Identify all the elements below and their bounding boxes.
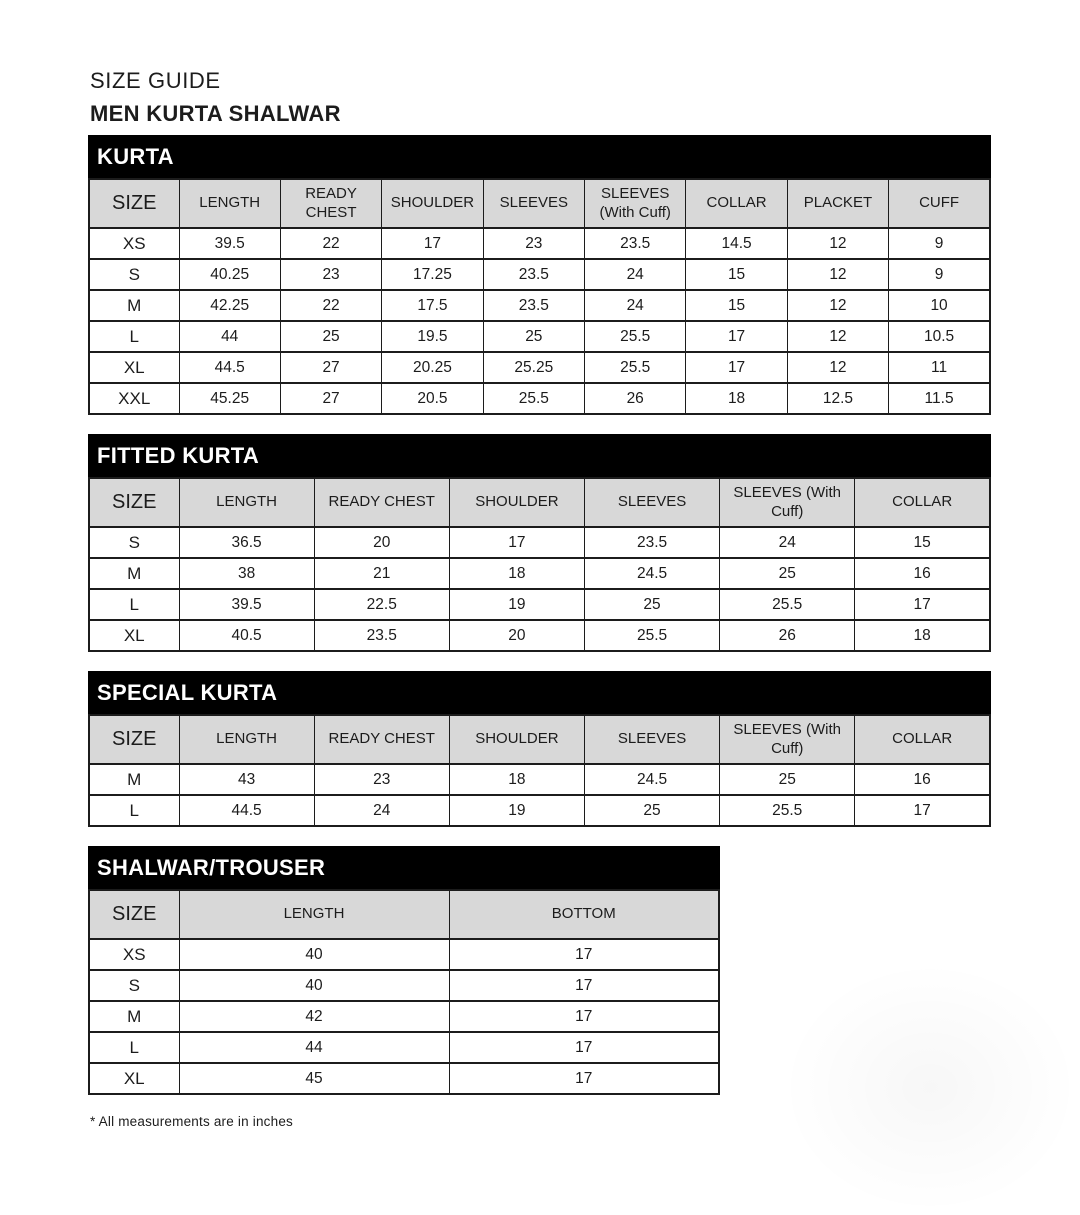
table-row bbox=[89, 321, 990, 352]
header-row bbox=[89, 478, 990, 527]
value-cell: 14.5 bbox=[686, 228, 787, 259]
value-cell: 12 bbox=[787, 290, 888, 321]
value-cell: 15 bbox=[686, 259, 787, 290]
value-cell: 12 bbox=[787, 259, 888, 290]
value-cell: 19 bbox=[449, 795, 584, 826]
size-cell: XL bbox=[89, 1063, 179, 1094]
value-cell: 25 bbox=[483, 321, 584, 352]
value-cell: 15 bbox=[855, 527, 990, 558]
value-cell: 23.5 bbox=[483, 290, 584, 321]
value-cell: 24 bbox=[720, 527, 855, 558]
section-title-kurta: KURTA bbox=[88, 135, 991, 178]
table-row bbox=[89, 558, 990, 589]
size-section-shalwar-trouser bbox=[88, 846, 720, 1095]
header-row bbox=[89, 715, 990, 764]
value-cell: 19 bbox=[449, 589, 584, 620]
value-cell: 25.5 bbox=[585, 321, 686, 352]
value-cell: 25.25 bbox=[483, 352, 584, 383]
value-cell: 25 bbox=[584, 589, 719, 620]
column-header: PLACKET bbox=[787, 179, 888, 228]
column-header: SLEEVES bbox=[483, 179, 584, 228]
column-header: READY CHEST bbox=[280, 179, 381, 228]
value-cell: 22.5 bbox=[314, 589, 449, 620]
value-cell: 25.5 bbox=[483, 383, 584, 414]
size-section-special-kurta bbox=[88, 671, 991, 827]
column-header: SIZE bbox=[89, 478, 179, 527]
value-cell: 17 bbox=[855, 795, 990, 826]
value-cell: 20 bbox=[314, 527, 449, 558]
size-cell: M bbox=[89, 290, 179, 321]
value-cell: 25 bbox=[720, 558, 855, 589]
value-cell: 17.5 bbox=[382, 290, 483, 321]
size-cell: XS bbox=[89, 939, 179, 970]
size-cell: XS bbox=[89, 228, 179, 259]
column-header: SHOULDER bbox=[449, 715, 584, 764]
table-special-kurta bbox=[88, 714, 991, 827]
value-cell: 23.5 bbox=[584, 527, 719, 558]
page-subtitle: MEN KURTA SHALWAR bbox=[90, 101, 341, 126]
column-header: SIZE bbox=[89, 179, 179, 228]
value-cell: 24 bbox=[585, 290, 686, 321]
value-cell: 17 bbox=[449, 970, 719, 1001]
value-cell: 40.25 bbox=[179, 259, 280, 290]
column-header: SIZE bbox=[89, 715, 179, 764]
value-cell: 44.5 bbox=[179, 795, 314, 826]
column-header: SHOULDER bbox=[382, 179, 483, 228]
value-cell: 44 bbox=[179, 321, 280, 352]
column-header: LENGTH bbox=[179, 478, 314, 527]
value-cell: 17 bbox=[686, 352, 787, 383]
value-cell: 17 bbox=[449, 1032, 719, 1063]
size-cell: S bbox=[89, 970, 179, 1001]
value-cell: 25.5 bbox=[720, 589, 855, 620]
section-title-fitted-kurta: FITTED KURTA bbox=[88, 434, 991, 477]
table-row bbox=[89, 259, 990, 290]
value-cell: 12 bbox=[787, 321, 888, 352]
value-cell: 19.5 bbox=[382, 321, 483, 352]
size-cell: XL bbox=[89, 352, 179, 383]
tables-container bbox=[88, 135, 992, 1095]
value-cell: 20 bbox=[449, 620, 584, 651]
value-cell: 17.25 bbox=[382, 259, 483, 290]
value-cell: 17 bbox=[449, 527, 584, 558]
value-cell: 27 bbox=[280, 352, 381, 383]
table-row bbox=[89, 383, 990, 414]
column-header: SLEEVES (With Cuff) bbox=[585, 179, 686, 228]
value-cell: 39.5 bbox=[179, 589, 314, 620]
value-cell: 17 bbox=[382, 228, 483, 259]
size-cell: M bbox=[89, 764, 179, 795]
column-header: LENGTH bbox=[179, 179, 280, 228]
value-cell: 17 bbox=[449, 1063, 719, 1094]
column-header: SLEEVES (With Cuff) bbox=[720, 478, 855, 527]
table-row bbox=[89, 1063, 719, 1094]
column-header: BOTTOM bbox=[449, 890, 719, 939]
size-cell: L bbox=[89, 321, 179, 352]
value-cell: 16 bbox=[855, 764, 990, 795]
value-cell: 22 bbox=[280, 290, 381, 321]
table-row bbox=[89, 352, 990, 383]
value-cell: 43 bbox=[179, 764, 314, 795]
value-cell: 12 bbox=[787, 228, 888, 259]
size-cell: M bbox=[89, 1001, 179, 1032]
size-cell: XXL bbox=[89, 383, 179, 414]
table-row bbox=[89, 620, 990, 651]
table-row bbox=[89, 939, 719, 970]
value-cell: 10 bbox=[889, 290, 990, 321]
value-cell: 23 bbox=[483, 228, 584, 259]
value-cell: 22 bbox=[280, 228, 381, 259]
value-cell: 39.5 bbox=[179, 228, 280, 259]
column-header: READY CHEST bbox=[314, 478, 449, 527]
section-title-shalwar-trouser: SHALWAR/TROUSER bbox=[88, 846, 720, 889]
value-cell: 18 bbox=[686, 383, 787, 414]
value-cell: 23 bbox=[280, 259, 381, 290]
column-header: CUFF bbox=[889, 179, 990, 228]
value-cell: 16 bbox=[855, 558, 990, 589]
table-row bbox=[89, 527, 990, 558]
value-cell: 11.5 bbox=[889, 383, 990, 414]
value-cell: 25.5 bbox=[585, 352, 686, 383]
value-cell: 18 bbox=[855, 620, 990, 651]
value-cell: 38 bbox=[179, 558, 314, 589]
value-cell: 23.5 bbox=[483, 259, 584, 290]
value-cell: 42.25 bbox=[179, 290, 280, 321]
value-cell: 44.5 bbox=[179, 352, 280, 383]
table-row bbox=[89, 228, 990, 259]
value-cell: 24.5 bbox=[584, 558, 719, 589]
value-cell: 18 bbox=[449, 764, 584, 795]
value-cell: 24 bbox=[585, 259, 686, 290]
column-header: SLEEVES bbox=[584, 478, 719, 527]
value-cell: 45 bbox=[179, 1063, 449, 1094]
table-row bbox=[89, 764, 990, 795]
value-cell: 26 bbox=[585, 383, 686, 414]
column-header: SIZE bbox=[89, 890, 179, 939]
header-row bbox=[89, 890, 719, 939]
value-cell: 40.5 bbox=[179, 620, 314, 651]
value-cell: 17 bbox=[855, 589, 990, 620]
header-row bbox=[89, 179, 990, 228]
value-cell: 23.5 bbox=[585, 228, 686, 259]
value-cell: 18 bbox=[449, 558, 584, 589]
value-cell: 25.5 bbox=[584, 620, 719, 651]
size-cell: L bbox=[89, 1032, 179, 1063]
value-cell: 10.5 bbox=[889, 321, 990, 352]
value-cell: 27 bbox=[280, 383, 381, 414]
value-cell: 42 bbox=[179, 1001, 449, 1032]
value-cell: 12.5 bbox=[787, 383, 888, 414]
value-cell: 11 bbox=[889, 352, 990, 383]
value-cell: 20.5 bbox=[382, 383, 483, 414]
value-cell: 24 bbox=[314, 795, 449, 826]
value-cell: 36.5 bbox=[179, 527, 314, 558]
value-cell: 9 bbox=[889, 228, 990, 259]
value-cell: 25.5 bbox=[720, 795, 855, 826]
value-cell: 12 bbox=[787, 352, 888, 383]
table-row bbox=[89, 795, 990, 826]
size-cell: S bbox=[89, 527, 179, 558]
column-header: COLLAR bbox=[855, 715, 990, 764]
value-cell: 9 bbox=[889, 259, 990, 290]
value-cell: 40 bbox=[179, 970, 449, 1001]
size-cell: S bbox=[89, 259, 179, 290]
value-cell: 24.5 bbox=[584, 764, 719, 795]
table-row bbox=[89, 1001, 719, 1032]
size-section-kurta bbox=[88, 135, 991, 415]
value-cell: 17 bbox=[449, 939, 719, 970]
value-cell: 44 bbox=[179, 1032, 449, 1063]
value-cell: 25 bbox=[720, 764, 855, 795]
column-header: SHOULDER bbox=[449, 478, 584, 527]
value-cell: 26 bbox=[720, 620, 855, 651]
size-cell: L bbox=[89, 589, 179, 620]
column-header: LENGTH bbox=[179, 715, 314, 764]
table-row bbox=[89, 970, 719, 1001]
value-cell: 21 bbox=[314, 558, 449, 589]
size-cell: M bbox=[89, 558, 179, 589]
measurements-footnote: * All measurements are in inches bbox=[90, 1114, 293, 1129]
table-row bbox=[89, 290, 990, 321]
page-title: SIZE GUIDE bbox=[90, 68, 221, 93]
column-header: COLLAR bbox=[686, 179, 787, 228]
value-cell: 45.25 bbox=[179, 383, 280, 414]
table-shalwar-trouser bbox=[88, 889, 720, 1095]
size-section-fitted-kurta bbox=[88, 434, 991, 652]
section-title-special-kurta: SPECIAL KURTA bbox=[88, 671, 991, 714]
value-cell: 17 bbox=[686, 321, 787, 352]
column-header: SLEEVES (With Cuff) bbox=[720, 715, 855, 764]
column-header: LENGTH bbox=[179, 890, 449, 939]
size-cell: XL bbox=[89, 620, 179, 651]
column-header: COLLAR bbox=[855, 478, 990, 527]
table-kurta bbox=[88, 178, 991, 415]
size-guide-page bbox=[88, 68, 992, 1129]
value-cell: 23.5 bbox=[314, 620, 449, 651]
value-cell: 20.25 bbox=[382, 352, 483, 383]
value-cell: 25 bbox=[584, 795, 719, 826]
table-fitted-kurta bbox=[88, 477, 991, 652]
value-cell: 40 bbox=[179, 939, 449, 970]
table-row bbox=[89, 589, 990, 620]
table-row bbox=[89, 1032, 719, 1063]
size-cell: L bbox=[89, 795, 179, 826]
value-cell: 23 bbox=[314, 764, 449, 795]
value-cell: 17 bbox=[449, 1001, 719, 1032]
column-header: SLEEVES bbox=[584, 715, 719, 764]
column-header: READY CHEST bbox=[314, 715, 449, 764]
value-cell: 25 bbox=[280, 321, 381, 352]
value-cell: 15 bbox=[686, 290, 787, 321]
